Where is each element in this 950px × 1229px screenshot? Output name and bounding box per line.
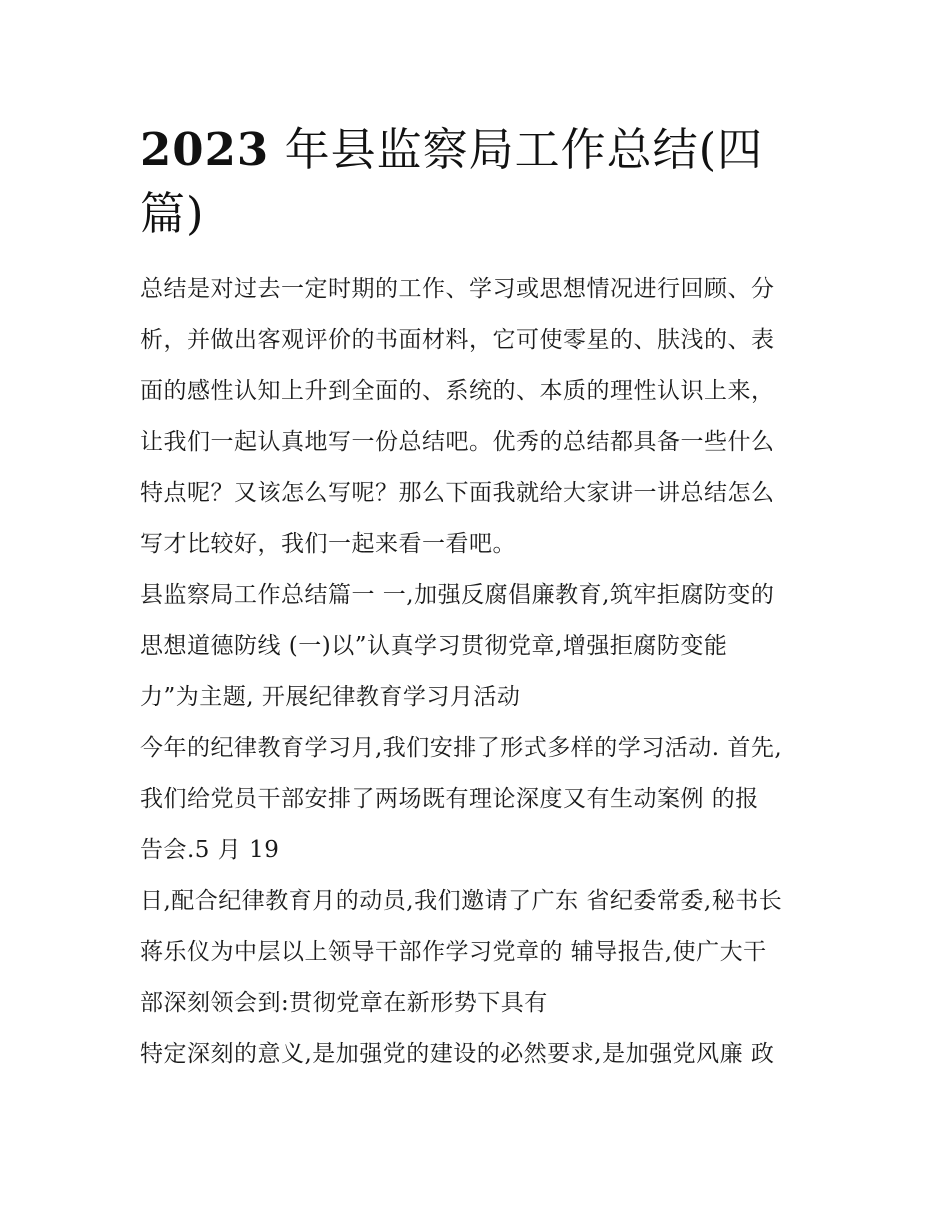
document-body: [140, 264, 820, 1080]
text-line: 县监察局工作总结篇一 一,加强反腐倡廉教育,筑牢拒腐防变的: [140, 582, 775, 608]
text-line: 今年的纪律教育学习月,我们安排了形式多样的学习活动. 首先,: [140, 735, 783, 761]
text-line: 我们给党员干部安排了两场既有理论深度又有生动案例 的报: [140, 786, 759, 812]
text-line: 日,配合纪律教育月的动员,我们邀请了广东 省纪委常委,秘书长: [140, 888, 783, 914]
document-title: [140, 118, 820, 246]
text-line: 蒋乐仪为中层以上领导干部作学习党章的 辅导报告,使广大干: [140, 939, 767, 965]
document-page: [140, 118, 820, 1080]
text-line: 部深刻领会到:贯彻党章在新形势下具有: [140, 990, 548, 1016]
title-text-line1: 年县监察局工作总结(四: [284, 123, 764, 176]
text-line: 写才比较好，我们一起来看一看吧。: [140, 531, 516, 557]
text-line: 析，并做出客观评价的书面材料，它可使零星的、肤浅的、表: [140, 327, 775, 353]
text-line: 面的感性认知上升到全面的、系统的、本质的理性认识上来，: [140, 378, 775, 404]
text-line: 总结是对过去一定时期的工作、学习或思想情况进行回顾、分: [140, 276, 775, 302]
title-year: 2023: [140, 123, 270, 176]
text-line: 告会.5 月 19: [140, 837, 280, 863]
title-text-line2: 篇): [140, 187, 205, 240]
text-line: 特点呢？又该怎么写呢？那么下面我就给大家讲一讲总结怎么: [140, 480, 775, 506]
text-line: 力”为主题, 开展纪律教育学习月活动: [140, 684, 521, 710]
text-line: 特定深刻的意义,是加强党的建设的必然要求,是加强党风廉 政: [140, 1041, 775, 1067]
text-line: 让我们一起认真地写一份总结吧。优秀的总结都具备一些什么: [140, 429, 775, 455]
text-line: 思想道德防线 (一)以”认真学习贯彻党章,增强拒腐防变能: [140, 633, 728, 659]
